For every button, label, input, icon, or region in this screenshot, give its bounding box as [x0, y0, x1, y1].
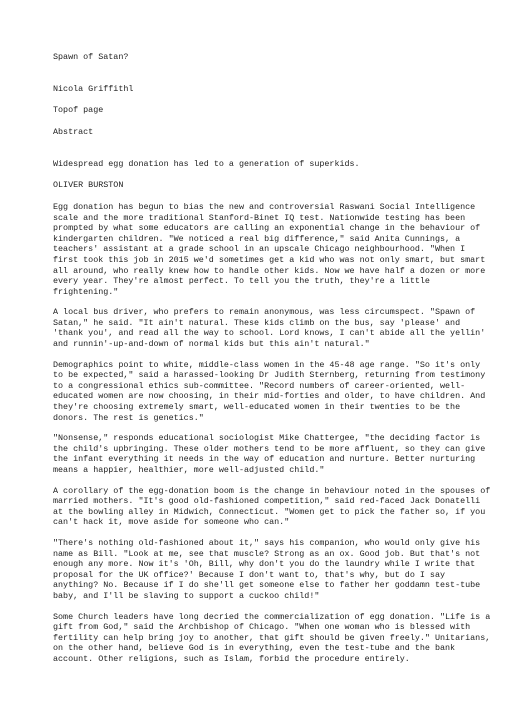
author-name: Nicola Griffithl: [53, 84, 134, 95]
paragraph-3: Demographics point to white, middle-class women in the 45-48 age range. "So it's only to be expected," said a harassed-looking Dr Judith Sternberg, returning from testimony to a congressional ethics sub-committee. "Record numbers of career-oriented, well-educated women are now choosing, in their mid-forties and older, to have children. And they're choosing extremely smart, well-educated women in their twenties to be the donors. The rest is genetics.": [53, 359, 486, 423]
paragraph-1: Egg donation has begun to bias the new and controversial Raswani Social Intelligence scale and the more traditional Stanford-Binet IQ test. Nationwide testing has been prompted by what some educators are calling an exponential change in the behaviour of kindergarten children. "We noticed a real big difference," said Anita Cunnings, a teachers' assistant at a grade school in an upscale Chicago neighbourhood. "When I first took this job in 2015 we'd sometimes get a kid who was not only smart, but smart all around, who really knew how to handle other kids. Now we have half a dozen or more every year. They're almost perfect. To tell you the truth, they're a little frightening.": [53, 201, 486, 297]
abstract-label: Abstract: [53, 126, 94, 137]
article-meta: [53, 74, 491, 148]
article-title: Spawn of Satan?: [53, 52, 129, 62]
top-of-page-link[interactable]: Topof page: [53, 105, 104, 116]
paragraph-6: "There's nothing old-fashioned about it," says his companion, who would only give his name as Bill. "Look at me, see that muscle? Strong as an ox. Good job. But that's not enough any more. Now it's 'Oh, Bill, why don't you do the laundry while I write that proposal for the UK office?' Because I don't want to, that's why, but do I say anything? No. Because if I do she'll get someone else to father her goddamn test-tube baby, and I'll be slaving to support a cuckoo child!": [53, 537, 481, 601]
document-page: [53, 52, 491, 674]
paragraph-7: Some Church leaders have long decried the commercialization of egg donation. "Life is a gift from God," said the Archbishop of Chicago. "When one woman who is blessed with fertility can help bring joy to another, that gift should be given freely." Unitarians, on the other hand, believe God is in everything, even the test-tube and the bank account. Other religions, such as Islam, forbid the procedure entirely.: [53, 611, 491, 664]
paragraph-2: A local bus driver, who prefers to remain anonymous, was less circumspect. "Spawn of Satan," he said. "It ain't natural. These kids climb on the bus, say 'please' and 'thank you', and read all the way to school. Lord knows, I can't abide all the yellin' and runnin'-up-and-down of normal kids but this ain't natural.": [53, 307, 486, 350]
paragraph-5: A corollary of the egg-donation boom is the change in behaviour noted in the spouses of married mothers. "It's good old-fashioned competition," said red-faced Jack Donatelli at the bowling alley in Midwich, Connecticut. "Women get to pick the father so, if you can't hack it, move aside for someone who can.": [53, 485, 491, 528]
byline: OLIVER BURSTON: [53, 180, 124, 191]
paragraph-4: "Nonsense," responds educational sociologist Mike Chattergee, "the deciding factor is the child's upbringing. These older mothers tend to be more affluent, so they can give the infant everything it needs in the way of education and nurture. Better nurturing means a happier, healthier, more well-adjusted child.": [53, 433, 486, 475]
abstract-text: Widespread egg donation has led to a generation of superkids.: [53, 158, 360, 169]
